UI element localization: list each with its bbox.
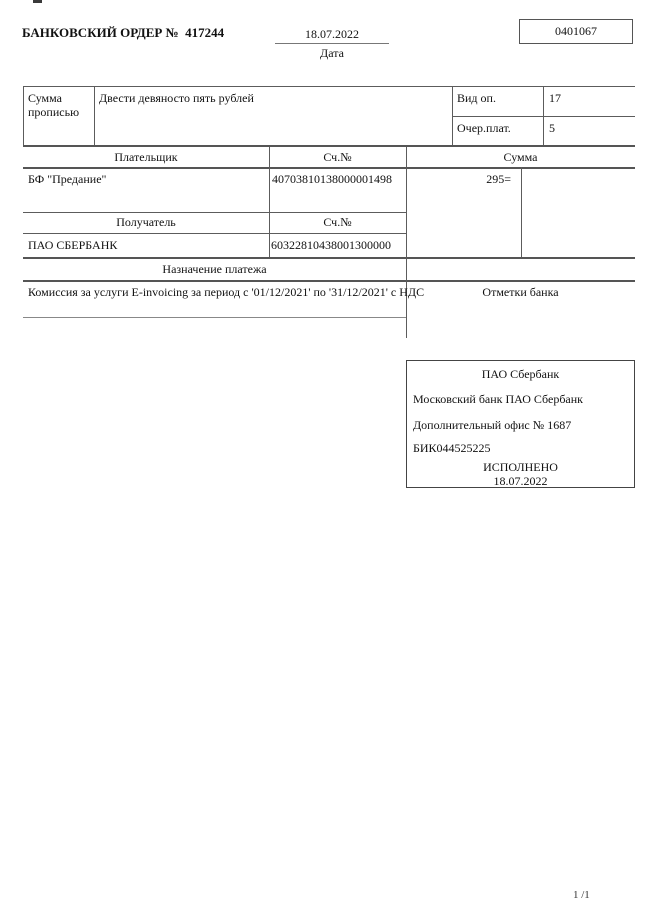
table-border (521, 167, 522, 257)
payee-name: ПАО СБЕРБАНК (28, 238, 118, 252)
amount-words-label-line1: Сумма (28, 91, 62, 105)
table-border (94, 86, 95, 145)
payer-account: 40703810138000001498 (272, 172, 392, 186)
op-type-value: 17 (549, 91, 561, 105)
sum-value: 295= (486, 172, 511, 186)
document-title: БАНКОВСКИЙ ОРДЕР № 417244 (22, 25, 225, 40)
table-border (452, 86, 453, 145)
table-border (23, 212, 406, 213)
table-border (23, 86, 24, 145)
bank-marks-header: Отметки банка (482, 285, 559, 299)
purpose-header: Назначение платежа (162, 262, 267, 276)
payer-name: БФ "Предание" (28, 172, 107, 186)
priority-label: Очер.плат. (457, 121, 511, 135)
purpose-text: Комиссия за услуги E-invoicing за период с '01/12/2021' по '31/12/2021' с НДС (28, 285, 425, 299)
payer-header: Плательщик (114, 150, 178, 164)
stamp-bik: БИК044525225 (413, 441, 491, 455)
priority-value: 5 (549, 121, 555, 135)
document-date: 18.07.2022 (305, 27, 359, 41)
stamp-office: Дополнительный офис № 1687 (413, 418, 572, 432)
stamp-bank-name: ПАО Сбербанк (481, 367, 560, 381)
sum-header: Сумма (503, 150, 538, 164)
payee-account: 60322810438001300000 (271, 238, 391, 252)
scan-artifact (33, 0, 42, 3)
table-border (23, 257, 635, 259)
stamp-branch: Московский банк ПАО Сбербанк (413, 392, 584, 406)
date-underline (275, 43, 389, 44)
table-border (23, 233, 406, 234)
amount-words-label-line2: прописью (28, 105, 80, 119)
amount-words-value: Двести девяносто пять рублей (99, 91, 254, 105)
payer-account-header: Сч.№ (323, 150, 352, 164)
op-type-label: Вид оп. (457, 91, 496, 105)
table-border (23, 145, 635, 147)
form-code-box (519, 19, 633, 44)
page-number: 1 /1 (573, 889, 590, 901)
amount-words-label (28, 91, 90, 119)
table-border (23, 280, 635, 282)
form-code: 0401067 (555, 24, 597, 38)
bank-stamp-box (406, 360, 635, 488)
table-border (23, 317, 406, 318)
stamp-date: 18.07.2022 (493, 474, 548, 488)
date-label: Дата (320, 46, 344, 60)
table-border (23, 167, 635, 169)
payee-header: Получатель (116, 215, 176, 229)
payee-account-header: Сч.№ (323, 215, 352, 229)
stamp-status: ИСПОЛНЕНО (483, 460, 558, 474)
table-border (543, 86, 544, 145)
